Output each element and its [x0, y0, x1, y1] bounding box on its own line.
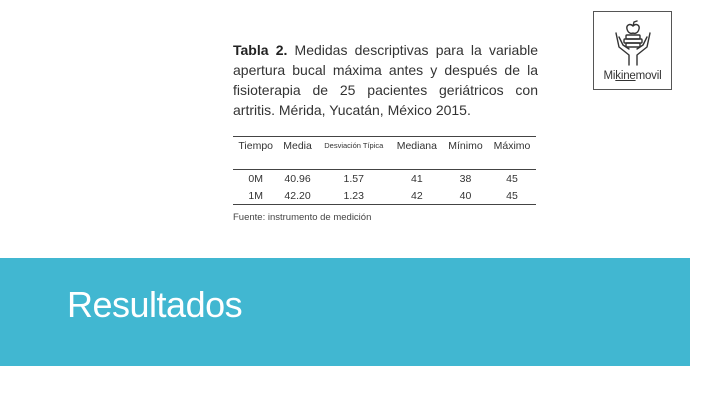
- table-cell: 45: [506, 190, 518, 202]
- table-cell: 42.20: [284, 190, 311, 202]
- mikinemovil-logo: [593, 11, 672, 90]
- table-source-note: Fuente: instrumento de medición: [233, 212, 372, 223]
- logo-text-kine: kine: [615, 70, 636, 82]
- table-cell: 1.23: [343, 190, 364, 202]
- table-row: [233, 187, 536, 205]
- table-cell: 40.96: [284, 173, 311, 185]
- section-banner: [0, 258, 690, 366]
- header-cell-media: Media: [283, 140, 312, 152]
- descriptive-stats-table: [233, 136, 536, 205]
- table-header-row: [233, 137, 536, 170]
- table-cell: 42: [411, 190, 423, 202]
- header-cell-maximo: Máximo: [493, 140, 531, 152]
- hands-care-icon: [610, 15, 656, 67]
- header-cell-minimo: Mínimo: [448, 140, 483, 152]
- section-title: Resultados: [67, 284, 243, 325]
- logo-text-mi: Mi: [603, 70, 616, 82]
- header-cell-tiempo: Tiempo: [238, 140, 273, 152]
- header-cell-desviacion: Desviación Típica: [324, 141, 384, 150]
- logo-wordmark: [594, 70, 671, 82]
- caption-label: Tabla 2.: [233, 42, 288, 58]
- table-cell: 38: [459, 173, 472, 185]
- header-cell-mediana: Mediana: [396, 140, 437, 152]
- table-cell: 1.57: [343, 173, 364, 185]
- table-cell: 0M: [248, 173, 263, 185]
- table-cell: 41: [411, 173, 423, 185]
- caption-text: Medidas descriptivas para la variable apertura bucal máxima antes y después de la fisioterapia de 25 pacientes geriátricos con artritis. Mérida, Yucatán, México 2015.: [233, 42, 538, 118]
- logo-text-movil: movil: [635, 70, 662, 82]
- table-caption: [233, 40, 538, 120]
- table-row: [233, 170, 536, 188]
- table-cell: 45: [506, 173, 518, 185]
- table-cell: 1M: [248, 190, 263, 202]
- table-cell: 40: [459, 190, 472, 202]
